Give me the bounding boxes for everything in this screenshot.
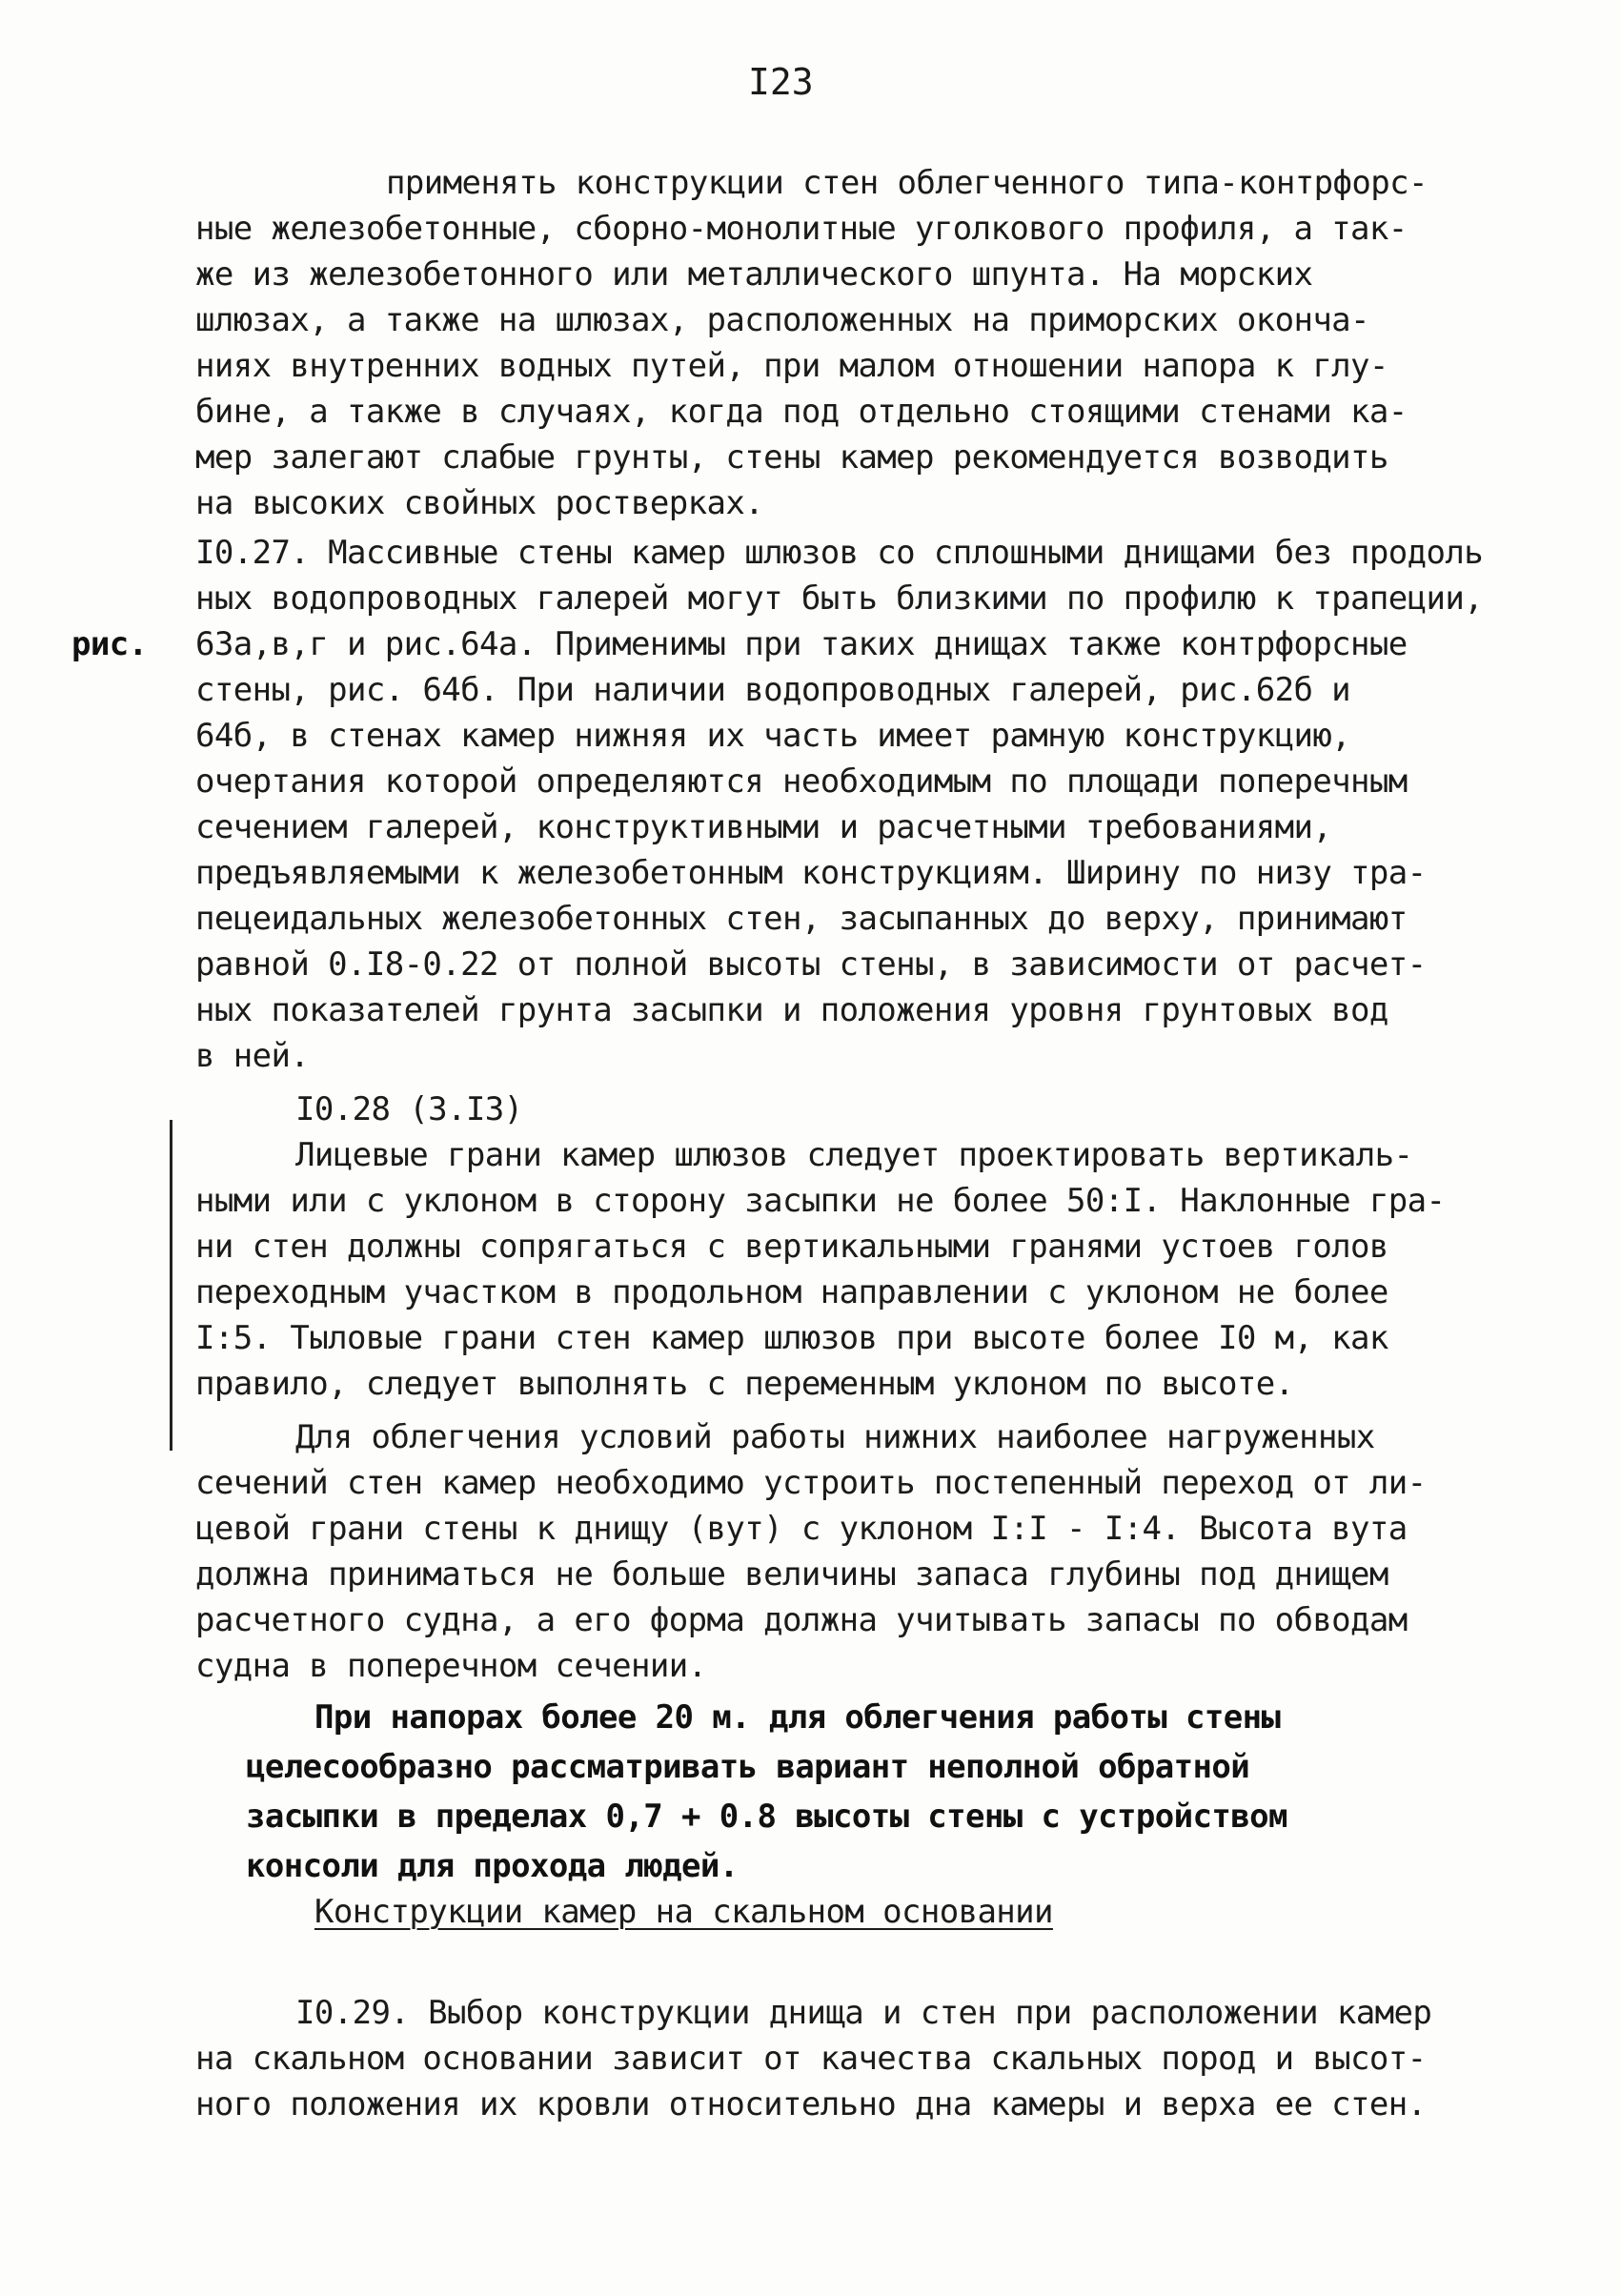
bold-paragraph-line: При напорах более 20 м. для облегчения работы стены — [314, 1698, 1281, 1737]
paragraph-1-line: ниях внутренних водных путей, при малом отношении напора к глу- — [195, 347, 1388, 385]
clause-10-27-line: предъявляемыми к железобетонным конструкциям. Ширину по низу тра- — [195, 854, 1427, 892]
bold-paragraph-line: консоли для прохода людей. — [246, 1847, 739, 1885]
relief-paragraph-line: должна приниматься не больше величины запаса глубины под днищем — [195, 1555, 1388, 1594]
paragraph-1-line: применять конструкции стен облегченного типа-контрфорс- — [386, 164, 1428, 202]
clause-10-27-line: 64б, в стенах камер нижняя их часть имеет рамную конструкцию, — [195, 717, 1351, 755]
clause-10-27-line: ных показателей грунта засыпки и положения уровня грунтовых вод — [195, 991, 1388, 1029]
clause-10-27-line: стены, рис. 64б. При наличии водопроводных галерей, рис.62б и — [195, 671, 1351, 709]
clause-10-27-line: очертания которой определяются необходимым по площади поперечным — [195, 762, 1408, 801]
clause-10-28-line: Лицевые грани камер шлюзов следует проектировать вертикаль- — [295, 1136, 1413, 1174]
paragraph-1-line: ные железобетонные, сборно-монолитные уголкового профиля, а так- — [195, 210, 1408, 248]
clause-10-27-line: ных водопроводных галерей могут быть близкими по профилю к трапеции, — [195, 579, 1484, 618]
page-number: I23 — [748, 61, 814, 103]
paragraph-1-line: мер залегают слабые грунты, стены камер рекомендуется возводить — [195, 438, 1388, 477]
section-heading: Конструкции камер на скальном основании — [314, 1893, 1053, 1931]
clause-10-29-line: ного положения их кровли относительно дна камеры и верха ее стен. — [195, 2085, 1427, 2123]
clause-10-28-line: переходным участком в продольном направлении с уклоном не более — [195, 1273, 1388, 1311]
clause-10-27-line: 63а,в,г и рис.64а. Применимы при таких днищах также контрфорсные — [195, 625, 1408, 663]
clause-10-28-line: правило, следует выполнять с переменным уклоном по высоте. — [195, 1365, 1294, 1403]
clause-10-29-line: на скальном основании зависит от качества скальных пород и высот- — [195, 2040, 1427, 2078]
clause-10-28-line: I:5. Тыловые грани стен камер шлюзов при высоте более I0 м, как — [195, 1319, 1388, 1357]
clause-10-28-heading: I0.28 (3.I3) — [295, 1090, 523, 1128]
clause-10-27-line: равной 0.I8-0.22 от полной высоты стены, в зависимости от расчет- — [195, 945, 1427, 984]
clause-10-28-line: ными или с уклоном в сторону засыпки не более 50:I. Наклонные гра- — [195, 1182, 1446, 1220]
relief-paragraph-line: Для облегчения условий работы нижних наиболее нагруженных — [295, 1418, 1375, 1456]
clause-10-29-line: I0.29. Выбор конструкции днища и стен при расположении камер — [295, 1994, 1432, 2032]
clause-10-27-line: пецеидальных железобетонных стен, засыпанных до верху, принимают — [195, 900, 1408, 938]
paragraph-1-line: шлюзах, а также на шлюзах, расположенных на приморских оконча- — [195, 301, 1369, 339]
bold-paragraph-line: засыпки в пределах 0,7 + 0.8 высоты стены с устройством — [246, 1798, 1287, 1836]
revision-margin-bar — [170, 1120, 172, 1451]
paragraph-1-line: бине, а также в случаях, когда под отдельно стоящими стенами ка- — [195, 393, 1408, 431]
clause-10-28-line: ни стен должны сопрягаться с вертикальными гранями устоев голов — [195, 1228, 1388, 1266]
paragraph-1-line: же из железобетонного или металлического шпунта. На морских — [195, 255, 1313, 294]
margin-note-ris: рис. — [71, 625, 148, 663]
clause-10-27-line: в ней. — [195, 1037, 310, 1075]
relief-paragraph-line: судна в поперечном сечении. — [195, 1647, 707, 1685]
relief-paragraph-line: расчетного судна, а его форма должна учитывать запасы по обводам — [195, 1601, 1408, 1639]
relief-paragraph-line: сечений стен камер необходимо устроить постепенный переход от ли- — [195, 1464, 1427, 1502]
paragraph-1-line: на высоких свойных ростверках. — [195, 484, 764, 522]
clause-10-27-line: сечением галерей, конструктивными и расчетными требованиями, — [195, 808, 1332, 846]
bold-paragraph-line: целесообразно рассматривать вариант неполной обратной — [246, 1748, 1250, 1786]
relief-paragraph-line: цевой грани стены к днищу (вут) с уклоном I:I - I:4. Высота вута — [195, 1510, 1408, 1548]
clause-10-27-line: I0.27. Массивные стены камер шлюзов со сплошными днищами без продоль — [195, 534, 1484, 572]
